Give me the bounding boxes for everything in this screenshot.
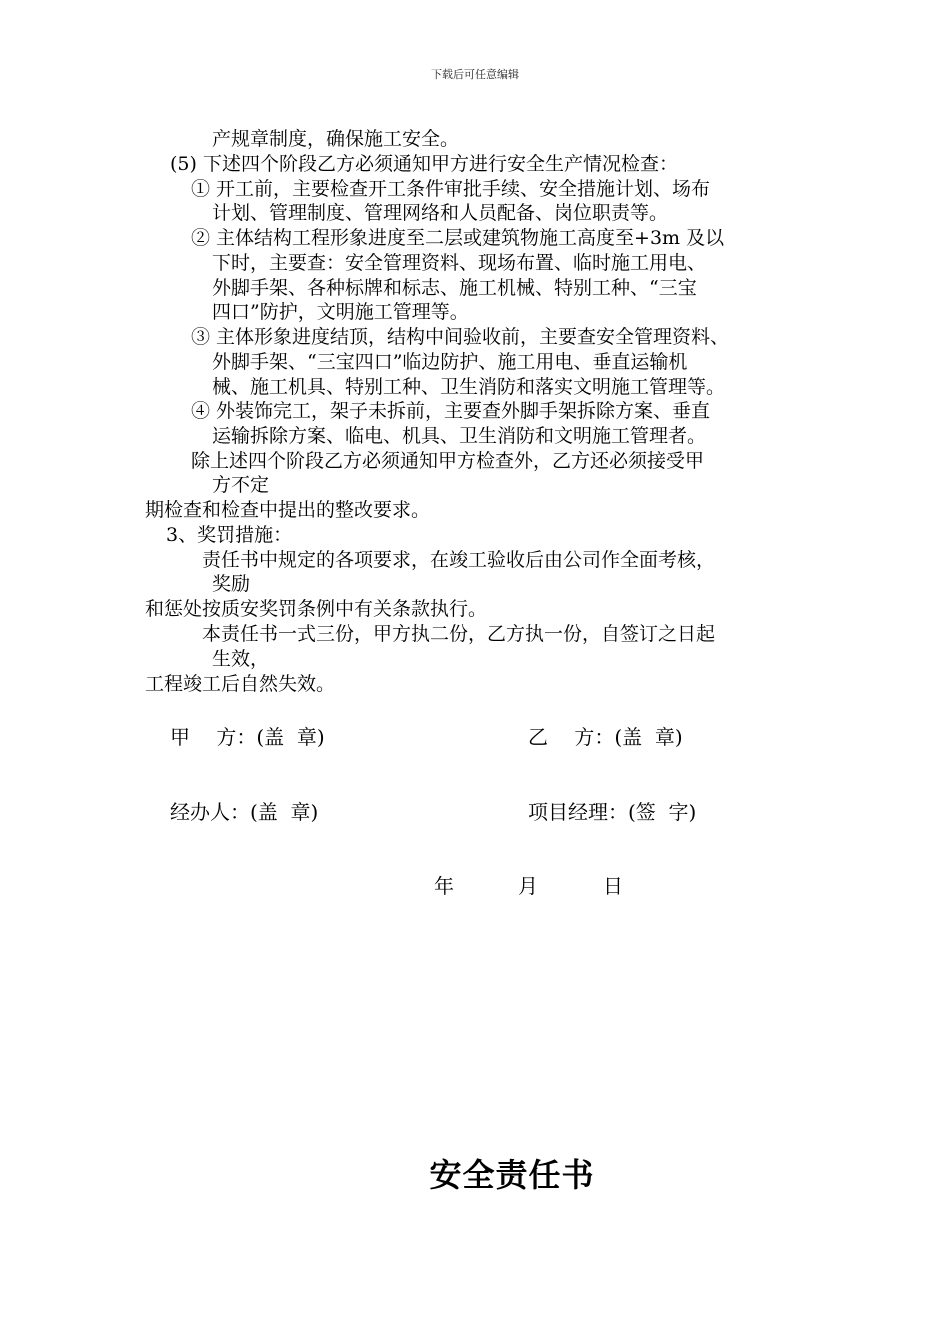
body-line: 和惩处按质安奖罚条例中有关条款执行。 (145, 598, 488, 620)
party-b-signature: 乙 方：(盖 章) (528, 725, 683, 749)
date-day: 日 (603, 874, 623, 898)
body-line: 产规章制度，确保施工安全。 (212, 128, 460, 150)
body-line: 外脚手架、各种标牌和标志、施工机械、特别工种、“三宝 (212, 277, 697, 299)
body-line: ④ 外装饰完工，架子未拆前，主要查外脚手架拆除方案、垂直 (191, 400, 711, 422)
body-line: 运输拆除方案、临电、机具、卫生消防和文明施工管理者。 (212, 425, 707, 447)
body-line: 生效， (212, 648, 270, 670)
body-line: 四口”防护，文明施工管理等。 (212, 301, 469, 323)
party-a-signature: 甲 方：(盖 章) (170, 725, 325, 749)
document-title: 安全责任书 (429, 1156, 595, 1194)
header-note: 下载后可任意编辑 (431, 68, 519, 81)
body-line: 械、施工机具、特别工种、卫生消防和落实文明施工管理等。 (212, 376, 726, 398)
body-line: 期检查和检查中提出的整改要求。 (145, 499, 431, 521)
body-line: 方不定 (212, 474, 270, 496)
body-line: 下时，主要查：安全管理资料、现场布置、临时施工用电、 (212, 252, 707, 274)
body-line: ① 开工前，主要检查开工条件审批手续、安全措施计划、场布 (191, 178, 711, 200)
body-line: ③ 主体形象进度结顶，结构中间验收前，主要查安全管理资料、 (191, 326, 730, 348)
body-line: 除上述四个阶段乙方必须通知甲方检查外，乙方还必须接受甲 (191, 450, 705, 472)
section-heading: 3、奖罚措施： (166, 524, 293, 546)
project-manager-signature: 项目经理：(签 字) (528, 800, 697, 824)
date-month: 月 (518, 874, 538, 898)
body-line: 外脚手架、“三宝四口”临边防护、施工用电、垂直运输机 (212, 351, 688, 373)
body-line: 本责任书一式三份，甲方执二份，乙方执一份，自签订之日起 (202, 623, 716, 645)
body-line: 计划、管理制度、管理网络和人员配备、岗位职责等。 (212, 202, 669, 224)
body-line: ② 主体结构工程形象进度至二层或建筑物施工高度至+3m 及以 (191, 227, 725, 249)
body-line: 工程竣工后自然失效。 (145, 673, 336, 695)
body-line: (5) 下述四个阶段乙方必须通知甲方进行安全生产情况检查： (170, 153, 678, 175)
date-year: 年 (434, 874, 454, 898)
body-line: 奖励 (212, 573, 251, 595)
handler-signature: 经办人：(盖 章) (170, 800, 319, 824)
body-line: 责任书中规定的各项要求，在竣工验收后由公司作全面考核， (202, 549, 716, 571)
